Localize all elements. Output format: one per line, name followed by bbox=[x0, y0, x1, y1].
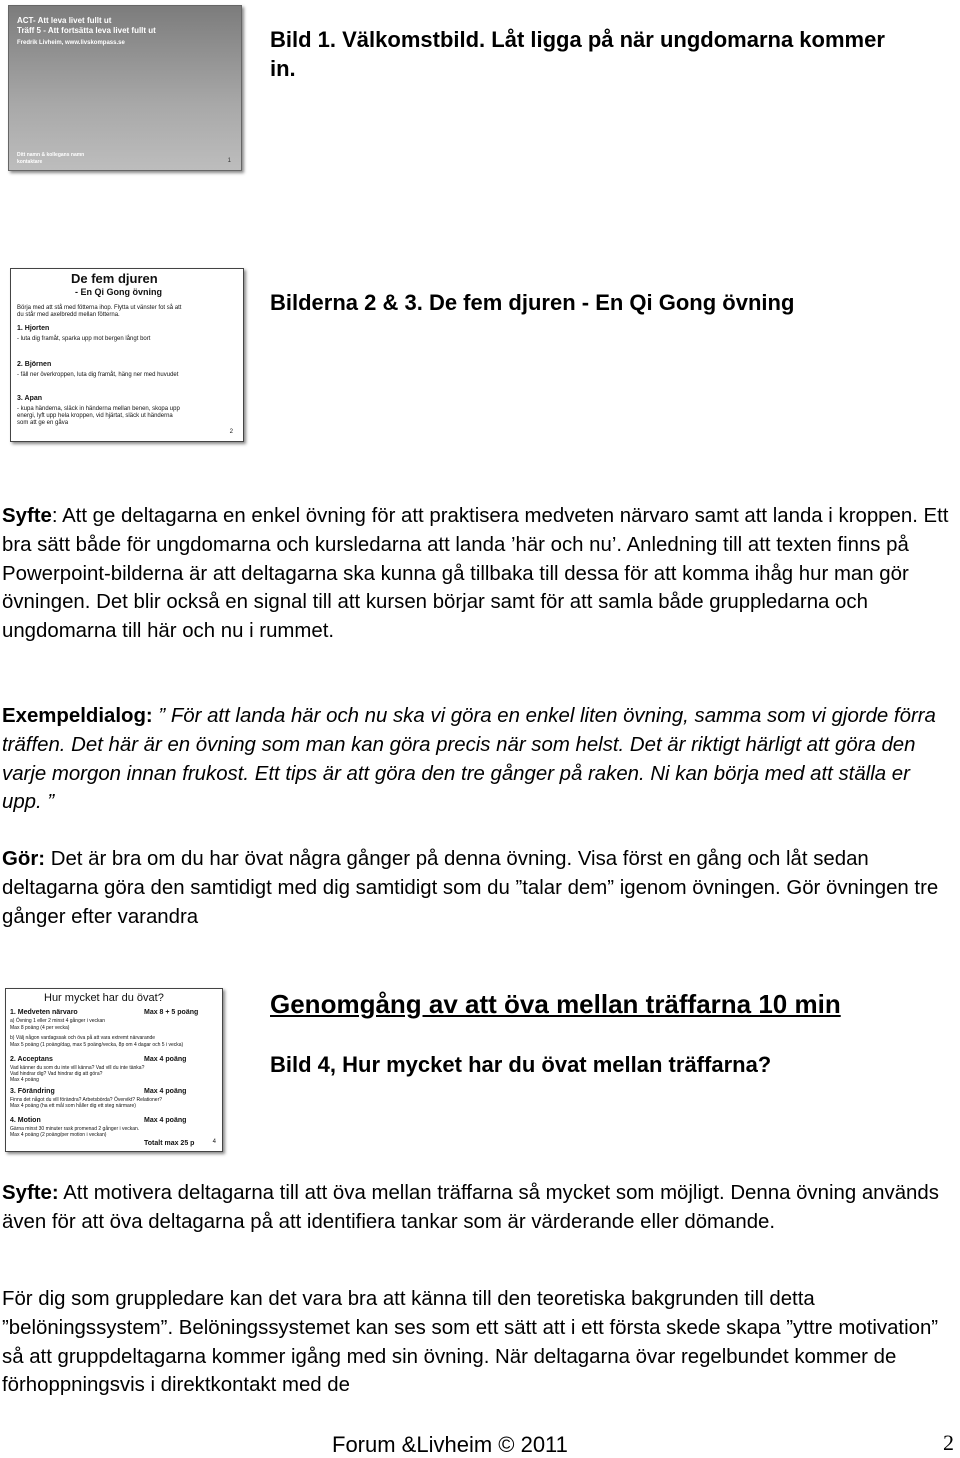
gruppledare-text: För dig som gruppledare kan det vara bra att känna till den teoretiska bakgrunden till detta ”belöningssystem”. Belöningssystemet kan ses som ett sätt att i ett första skede skapa ”yttre motivation” så att gruppdeltagarna kommer igång med sin övning. När deltagarna övar regelbundet kommer de förhoppningsvis i direktkontakt med de bbox=[2, 1288, 939, 1397]
slide-1-thumbnail bbox=[8, 5, 242, 171]
exempeldialog-label: Exempeldialog: bbox=[2, 705, 153, 727]
gor-label: Gör: bbox=[2, 848, 46, 870]
slide-4-row-2-head: 2. Acceptans bbox=[10, 1056, 53, 1063]
slide-2-intro-1: Börja med att stå med fötterna ihop. Flytta ut vänster fot så att bbox=[17, 305, 182, 311]
caption-bild-4: Bild 4, Hur mycket har du övat mellan träffarna? bbox=[270, 1052, 772, 1077]
slide-2-item-3-text-1: - kupa händerna, släck in händerna mellan benen, skopa upp bbox=[17, 406, 180, 412]
slide-4-row-1-sub-2: Max 8 poäng (4 per vecka) bbox=[10, 1025, 70, 1031]
paragraph-gor bbox=[2, 845, 954, 931]
slide-2-title: De fem djuren bbox=[71, 271, 158, 286]
slide-4-row-1-points: Max 8 + 5 poäng bbox=[144, 1009, 199, 1016]
exempeldialog-text: ” För att landa här och nu ska vi göra en enkel liten övning, samma som vi gjorde förra träffen. Det här är en övning som man kan göra precis när som helst. Det är riktigt härligt att göra den varje morgon innan frukost. Ett tips är att göra den tre gånger på raken. Ni kan börja med att ställa er upp. ” bbox=[2, 705, 936, 814]
slide-4-title: Hur mycket har du övat? bbox=[44, 992, 164, 1004]
section-heading: Genomgång av att öva mellan träffarna 10 min bbox=[270, 989, 841, 1019]
slide-2-item-3-text-3: som att ge en gåva bbox=[17, 420, 69, 426]
paragraph-syfte-1 bbox=[2, 502, 954, 646]
slide-4-row-4-head: 4. Motion bbox=[10, 1117, 41, 1124]
slide-1-bottom-2: kontaktare bbox=[17, 159, 43, 165]
slide-1-number: 1 bbox=[227, 158, 231, 164]
page-number: 2 bbox=[943, 1430, 954, 1455]
slide-4-row-1-head: 1. Medveten närvaro bbox=[10, 1009, 78, 1016]
slide-2-item-1-text: - luta dig framåt, sparka upp mot bergen långt bort bbox=[17, 336, 151, 342]
slide-4-row-1-sub-3: b) Välj någon vardagssak och öva på att vara extremt närvarande bbox=[10, 1035, 156, 1041]
paragraph-gruppledare bbox=[2, 1285, 954, 1400]
slide-4-row-2-sub-2: Vad hindrar dig? Vad hindrar dig att göra? bbox=[10, 1071, 103, 1077]
slide-4-number: 4 bbox=[212, 1139, 216, 1145]
slide-2-item-2-head: 2. Björnen bbox=[17, 361, 52, 368]
slide-4-row-2-points: Max 4 poäng bbox=[144, 1056, 187, 1063]
slide-2-item-3-text-2: energi, lyft upp hela kroppen, vid hjärtat, släck ut händerna bbox=[17, 413, 173, 419]
slide-2-subtitle: - En Qi Gong övning bbox=[75, 287, 162, 297]
syfte-label: Syfte bbox=[2, 505, 52, 527]
slide-4-row-1-sub-1: a) Övning 1 eller 2 minst 4 gånger i veckan bbox=[10, 1018, 106, 1024]
slide-4-thumbnail bbox=[5, 988, 223, 1152]
footer-copyright: Forum &Livheim © 2011 bbox=[332, 1432, 568, 1457]
slide-2-item-3-head: 3. Apan bbox=[17, 395, 43, 402]
caption-bild-2-3: Bilderna 2 & 3. De fem djuren - En Qi Gong övning bbox=[270, 290, 795, 315]
slide-2-item-2-text: - fäll ner överkroppen, luta dig framåt, häng ner med huvudet bbox=[17, 372, 179, 378]
slide-4-row-4-sub-2: Max 4 poäng (2 poäng/per motion i veckan) bbox=[10, 1132, 107, 1138]
slide-2-number: 2 bbox=[229, 429, 233, 435]
slide-4-row-1-sub-4: Max 5 poäng (1 poäng/dag, max 5 poäng/vecka, 8p om 4 dagar och 5 i vecka) bbox=[10, 1042, 184, 1048]
slide-1-bottom-1: Ditt namn & kollegans namn bbox=[17, 152, 85, 158]
slide-4-row-2-sub-3: Max 4 poäng bbox=[10, 1077, 39, 1083]
slide-4-row-3-head: 3. Förändring bbox=[10, 1088, 55, 1095]
slide-4-row-3-sub-1: Finns det något du vill förändra? Arbetsbörda? Övervikt? Relationer? bbox=[10, 1097, 163, 1103]
slide-4-total: Totalt max 25 p bbox=[144, 1140, 195, 1147]
gor-text: Det är bra om du har övat några gånger på denna övning. Visa först en gång och låt sedan deltagarna göra den samtidigt med dig samtidigt som du ”talar dem” igenom övningen. Gör övningen tre gånger efter varandra bbox=[2, 848, 939, 928]
slide-2-intro-2: du står med axelbredd mellan fötterna. bbox=[17, 312, 120, 318]
slide-1-line-3: Fredrik Livheim, www.livskompass.se bbox=[17, 40, 125, 46]
slide-4-row-3-points: Max 4 poäng bbox=[144, 1088, 187, 1095]
slide-4-row-2-sub-1: Vad känner du som du inte vill känna? Vad vill du inte tänka? bbox=[10, 1065, 145, 1071]
slide-1-line-1: ACT- Att leva livet fullt ut bbox=[17, 16, 112, 25]
slide-1-line-2: Träff 5 - Att fortsätta leva livet fullt ut bbox=[17, 26, 156, 35]
slide-2-thumbnail bbox=[10, 268, 244, 442]
syfte-text: : Att ge deltagarna en enkel övning för att praktisera medveten närvaro samt att landa i kroppen. Ett bra sätt både för ungdomarna och kursledarna att landa ’här och nu’. Anledning till att texten finns på Powerpoint-bilderna är att deltagarna ska kunna gå tillbaka till dessa för att komma ihåg hur man gör övningen. Det blir också en signal till att kursen börjar samt för att samla både gruppledarna och ungdomarna till här och nu i rummet. bbox=[2, 505, 949, 643]
slide-4-row-4-points: Max 4 poäng bbox=[144, 1117, 187, 1124]
slide-2-item-1-head: 1. Hjorten bbox=[17, 325, 50, 332]
syfte-2-text: Att motivera deltagarna till att öva mellan träffarna så mycket som möjligt. Denna övning används även för att öva deltagarna på att identifiera tankar som är värderande eller dömande. bbox=[2, 1182, 939, 1233]
slide-4-row-4-sub-1: Gärna minst 30 minuter rask promenad 2 gånger i veckan. bbox=[10, 1126, 140, 1132]
slide-4-row-3-sub-2: Max 4 poäng (ha ett mål som håller dig ett steg närmare) bbox=[10, 1103, 136, 1109]
paragraph-exempeldialog bbox=[2, 702, 954, 817]
paragraph-syfte-2 bbox=[2, 1179, 954, 1237]
syfte-2-label: Syfte: bbox=[2, 1182, 59, 1204]
caption-bild-1: Bild 1. Välkomstbild. Låt ligga på när ungdomarna kommer in. bbox=[270, 27, 885, 81]
